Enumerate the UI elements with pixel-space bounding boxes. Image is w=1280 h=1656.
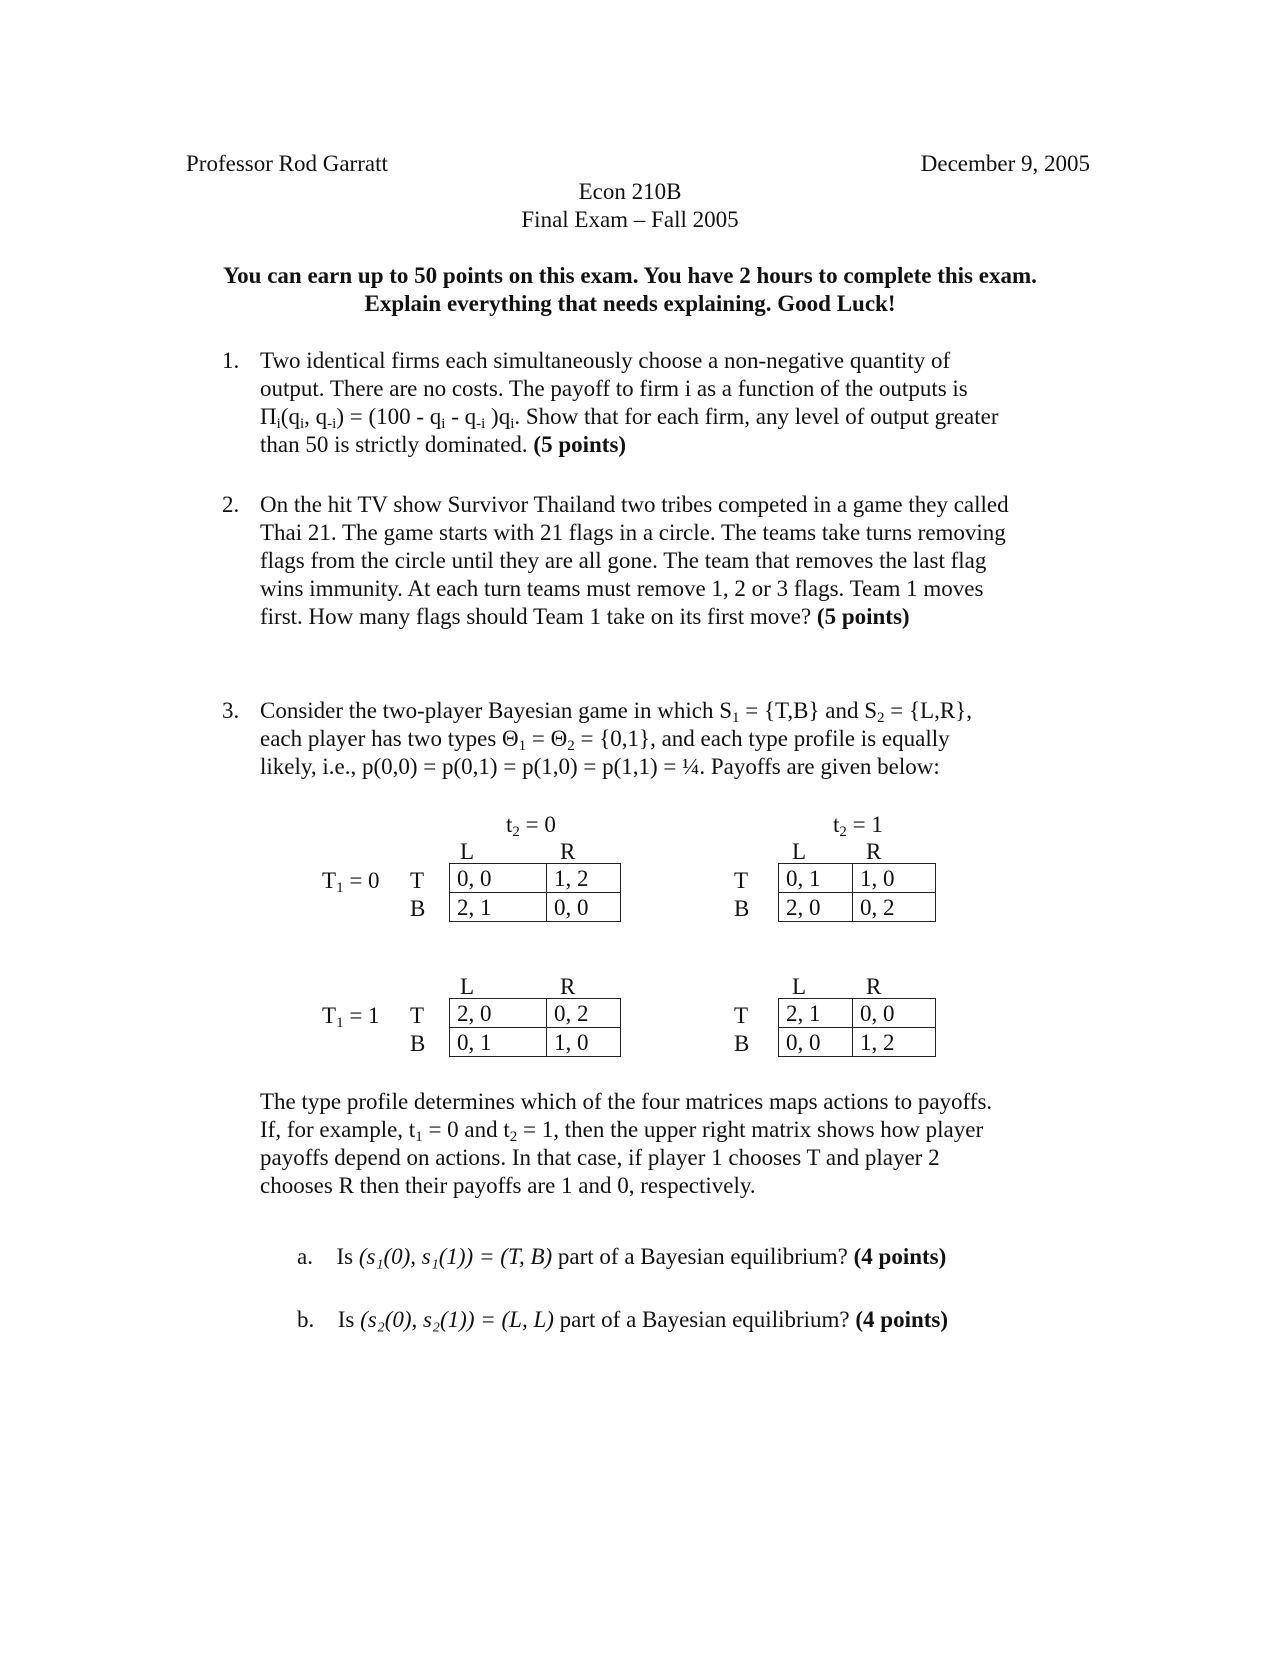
row-B-label: B xyxy=(410,1031,426,1056)
payoff-matrix-t1-0-t2-0 xyxy=(449,863,621,922)
part-a-equation: (s₁(0), s₁(1)) = (T, B) xyxy=(358,1244,553,1269)
row-B-label: B xyxy=(734,896,750,921)
q1-line-3: $\Pi_i(q_i$, $q_{-i}) = (100 - q_i - q_{-i}$ )$q_i$. Show that for each firm, any level of output greater xyxy=(260,404,999,432)
matrix-cell: 0, 0 xyxy=(853,999,936,1028)
col-L-header: L xyxy=(460,839,475,864)
matrix-cell: 1, 0 xyxy=(547,1028,621,1057)
instructions-line-1: You can earn up to 50 points on this exam. You have 2 hours to complete this exam. xyxy=(223,263,1037,288)
q3-para-line-4: chooses R then their payoffs are 1 and 0, respectively. xyxy=(260,1173,756,1198)
row-B-label: B xyxy=(410,896,426,921)
part-b-points: (4 points) xyxy=(855,1307,949,1332)
col-R-header: R xyxy=(560,839,576,864)
matrix-row xyxy=(779,864,936,893)
q2-line-1: On the hit TV show Survivor Thailand two tribes competed in a game they called xyxy=(260,492,1009,517)
q3-explanation xyxy=(260,1088,1080,1200)
matrix-cell: 2, 0 xyxy=(779,893,853,922)
matrix-cell: 2, 0 xyxy=(450,999,547,1028)
col-R-header: R xyxy=(560,974,576,999)
matrix-row xyxy=(779,999,936,1028)
matrix-cell: 0, 0 xyxy=(547,893,621,922)
question-2 xyxy=(222,491,1080,631)
t2-0-label: $t_2 = 0$ xyxy=(506,812,556,840)
q3-part-a: a. Is (s₁(0), s₁(1)) = (T, B) part of a Bayesian equilibrium? (4 points) xyxy=(297,1244,947,1269)
matrix-row xyxy=(450,864,621,893)
q3-line-2: each player has two types $\Theta_1 = \Theta_2 = \{0,1\}$, and each type profile is equally xyxy=(260,726,950,754)
matrix-row xyxy=(450,893,621,922)
matrix-cell: 0, 1 xyxy=(779,864,853,893)
t1-1-label: $T_1 = 1$ xyxy=(322,1003,380,1031)
matrix-cell: 0, 2 xyxy=(853,893,936,922)
q1-line-2: output. There are no costs. The payoff to firm i as a function of the outputs is xyxy=(260,376,968,401)
payoff-matrix-t1-1-t2-0 xyxy=(449,998,621,1057)
q2-line-3: flags from the circle until they are all gone. The team that removes the last flag xyxy=(260,548,987,573)
professor-name: Professor Rod Garratt xyxy=(186,151,388,176)
matrix-cell: 0, 2 xyxy=(547,999,621,1028)
part-b-equation: (s₂(0), s₂(1)) = (L, L) xyxy=(360,1307,554,1332)
col-L-header: L xyxy=(792,974,807,999)
row-T-label: T xyxy=(410,868,425,893)
t1-0-label: $T_1 = 0$ xyxy=(322,868,380,896)
matrix-cell: 0, 0 xyxy=(779,1028,853,1057)
payoff-matrix-t1-0-t2-1 xyxy=(778,863,936,922)
matrix-row xyxy=(450,1028,621,1057)
matrix-cell: 0, 0 xyxy=(450,864,547,893)
col-R-header: R xyxy=(866,839,882,864)
q3-line-1: Consider the two-player Bayesian game in which $S_1 = \{T,B\}$ and $S_2 = \{L,R\}$, xyxy=(260,698,972,726)
col-L-header: L xyxy=(460,974,475,999)
matrix-cell: 1, 2 xyxy=(547,864,621,893)
part-a-points: (4 points) xyxy=(853,1244,947,1269)
question-number: 1. xyxy=(222,348,240,373)
q3-para-line-1: The type profile determines which of the four matrices maps actions to payoffs. xyxy=(260,1089,993,1114)
part-b-label: b. xyxy=(297,1307,315,1332)
col-R-header: R xyxy=(866,974,882,999)
question-3 xyxy=(222,697,1080,781)
matrix-row xyxy=(779,1028,936,1057)
q1-line-1: Two identical firms each simultaneously choose a non-negative quantity of xyxy=(260,348,951,373)
row-T-label: T xyxy=(734,868,749,893)
row-T-label: T xyxy=(734,1003,749,1028)
matrix-row xyxy=(779,893,936,922)
matrix-cell: 2, 1 xyxy=(779,999,853,1028)
t2-1-label: $t_2 = 1$ xyxy=(833,812,883,840)
row-B-label: B xyxy=(734,1031,750,1056)
q1-points: (5 points) xyxy=(533,432,627,457)
q2-line-2: Thai 21. The game starts with 21 flags in a circle. The teams take turns removing xyxy=(260,520,1006,545)
matrix-cell: 1, 2 xyxy=(853,1028,936,1057)
question-1 xyxy=(222,347,1080,459)
matrix-row xyxy=(450,999,621,1028)
part-a-label: a. xyxy=(297,1244,313,1269)
q2-line-5: first. How many flags should Team 1 take on its first move? (5 points) xyxy=(260,604,910,629)
question-number: 2. xyxy=(222,492,240,517)
exam-date: December 9, 2005 xyxy=(920,151,1090,176)
matrix-cell: 0, 1 xyxy=(450,1028,547,1057)
q3-line-3: likely, i.e., p(0,0) = p(0,1) = p(1,0) = p(1,1) = ¼. Payoffs are given below: xyxy=(260,754,940,779)
course-title: Econ 210B xyxy=(578,179,682,204)
q1-line-4: than 50 is strictly dominated. (5 points) xyxy=(260,432,627,457)
matrix-cell: 1, 0 xyxy=(853,864,936,893)
col-L-header: L xyxy=(792,839,807,864)
instructions-line-2: Explain everything that needs explaining. Good Luck! xyxy=(364,291,896,316)
matrix-cell: 2, 1 xyxy=(450,893,547,922)
payoff-matrix-t1-1-t2-1 xyxy=(778,998,936,1057)
question-number: 3. xyxy=(222,698,240,723)
exam-title: Final Exam – Fall 2005 xyxy=(521,207,739,232)
q2-line-4: wins immunity. At each turn teams must remove 1, 2 or 3 flags. Team 1 moves xyxy=(260,576,984,601)
q3-para-line-2: If, for example, $t_1 = 0$ and $t_2 = 1$, then the upper right matrix shows how player xyxy=(260,1117,984,1145)
q3-part-b: b. Is (s₂(0), s₂(1)) = (L, L) part of a Bayesian equilibrium? (4 points) xyxy=(297,1307,949,1332)
q2-points: (5 points) xyxy=(816,604,910,629)
q3-para-line-3: payoffs depend on actions. In that case, if player 1 chooses T and player 2 xyxy=(260,1145,940,1170)
row-T-label: T xyxy=(410,1003,425,1028)
